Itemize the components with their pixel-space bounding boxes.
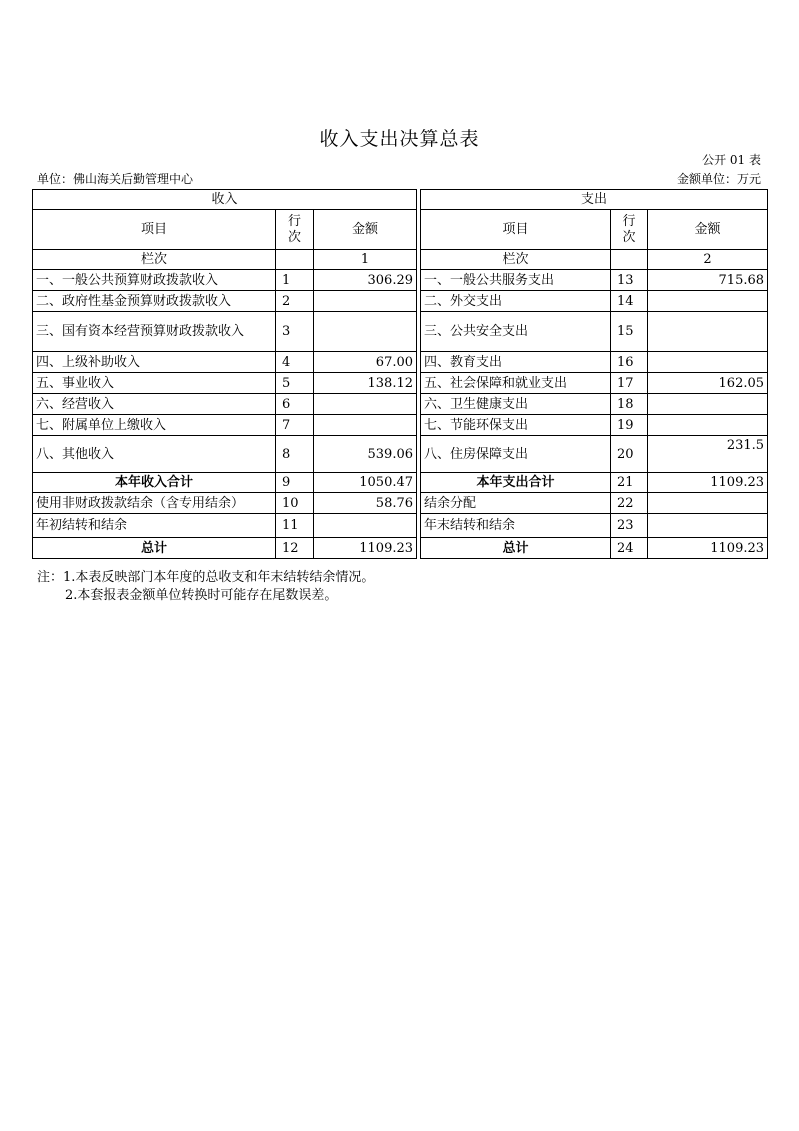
income-row-no: 11: [276, 514, 314, 538]
income-amount: 67.00: [314, 352, 417, 373]
subtotal-row: [33, 473, 768, 493]
money-unit-label: 金额单位：万元: [676, 172, 761, 186]
expense-row-no: 18: [611, 394, 648, 415]
expense-amount: [648, 352, 768, 373]
income-row-no: 3: [276, 312, 314, 352]
expense-row-no: 20: [611, 436, 648, 473]
expense-col-item: 项目: [421, 210, 611, 250]
expense-amount: [648, 415, 768, 436]
income-item: 三、国有资本经营预算财政拨款收入: [33, 312, 276, 352]
expense-lanci-label: 栏次: [421, 250, 611, 270]
expense-row-no: 23: [611, 514, 648, 538]
table-row: [33, 291, 768, 312]
income-item: 年初结转和结余: [33, 514, 276, 538]
expense-amount: [648, 312, 768, 352]
income-row-no: 12: [276, 538, 314, 559]
expense-row-no: 17: [611, 373, 648, 394]
expense-row-no: 14: [611, 291, 648, 312]
income-total-label: 总计: [33, 538, 276, 559]
income-col-amount: 金额: [314, 210, 417, 250]
table-row: [33, 436, 768, 473]
expense-item: 四、教育支出: [421, 352, 611, 373]
income-subtotal-amount: 1050.47: [314, 473, 417, 493]
expense-col-row-no: 行 次: [611, 210, 648, 250]
expense-item: 六、卫生健康支出: [421, 394, 611, 415]
table-row: [33, 514, 768, 538]
note-line-1: 注：1.本表反映部门本年度的总收支和年末结转结余情况。: [37, 570, 375, 585]
income-amount: [314, 394, 417, 415]
notes: [37, 569, 374, 605]
note-line-2: 2.本套报表金额单位转换时可能存在尾数误差。: [65, 588, 338, 603]
expense-amount: [648, 291, 768, 312]
table-row: [33, 352, 768, 373]
expense-item: 结余分配: [421, 493, 611, 514]
expense-total-label: 总计: [421, 538, 611, 559]
expense-amount: [648, 493, 768, 514]
income-row-no: 6: [276, 394, 314, 415]
income-col-item: 项目: [33, 210, 276, 250]
expense-total-amount: 1109.23: [648, 538, 768, 559]
income-amount: [314, 415, 417, 436]
expense-item: 五、社会保障和就业支出: [421, 373, 611, 394]
table-row: [33, 493, 768, 514]
income-amount: [314, 291, 417, 312]
expense-row-no: 24: [611, 538, 648, 559]
income-total-amount: 1109.23: [314, 538, 417, 559]
income-header: 收入: [33, 190, 417, 210]
income-item: 使用非财政拨款结余（含专用结余）: [33, 493, 276, 514]
income-item: 六、经营收入: [33, 394, 276, 415]
expense-col-no: 2: [648, 250, 768, 270]
income-row-no: 9: [276, 473, 314, 493]
income-col-no: 1: [314, 250, 417, 270]
income-row-no: 4: [276, 352, 314, 373]
expense-amount: 715.68: [648, 270, 768, 291]
form-code: 公开 01 表: [702, 153, 761, 167]
income-row-no: 1: [276, 270, 314, 291]
expense-row-no: 22: [611, 493, 648, 514]
income-col-row-no: 行 次: [276, 210, 314, 250]
expense-row-no: 21: [611, 473, 648, 493]
table-row: [33, 373, 768, 394]
income-item: 一、一般公共预算财政拨款收入: [33, 270, 276, 291]
income-amount: 58.76: [314, 493, 417, 514]
expense-header: 支出: [421, 190, 768, 210]
expense-item: 八、住房保障支出: [421, 436, 611, 473]
expense-item: 三、公共安全支出: [421, 312, 611, 352]
table-row: [33, 270, 768, 291]
total-row: [33, 538, 768, 559]
expense-amount: [648, 514, 768, 538]
income-amount: 539.06: [314, 436, 417, 473]
income-amount: 138.12: [314, 373, 417, 394]
income-subtotal-label: 本年收入合计: [33, 473, 276, 493]
expense-subtotal-label: 本年支出合计: [421, 473, 611, 493]
income-item: 二、政府性基金预算财政拨款收入: [33, 291, 276, 312]
income-amount: 306.29: [314, 270, 417, 291]
unit-label: 单位：佛山海关后勤管理中心: [37, 172, 194, 186]
income-amount: [314, 514, 417, 538]
expense-item: 一、一般公共服务支出: [421, 270, 611, 291]
expense-row-no: 13: [611, 270, 648, 291]
expense-col-amount: 金额: [648, 210, 768, 250]
income-row-no: 8: [276, 436, 314, 473]
table-row: [33, 415, 768, 436]
expense-amount: [648, 394, 768, 415]
expense-amount: 162.05: [648, 373, 768, 394]
expense-amount: 231.5: [648, 436, 768, 473]
table-row: [33, 312, 768, 352]
income-item: 七、附属单位上缴收入: [33, 415, 276, 436]
table-row: [33, 394, 768, 415]
income-lanci-label: 栏次: [33, 250, 276, 270]
expense-row-no: 15: [611, 312, 648, 352]
income-row-no: 5: [276, 373, 314, 394]
income-amount: [314, 312, 417, 352]
expense-row-no: 16: [611, 352, 648, 373]
income-item: 四、上级补助收入: [33, 352, 276, 373]
income-row-no: 10: [276, 493, 314, 514]
page-title: 收入支出决算总表: [319, 128, 480, 150]
income-row-no: 7: [276, 415, 314, 436]
expense-item: 二、外交支出: [421, 291, 611, 312]
expense-item: 七、节能环保支出: [421, 415, 611, 436]
budget-table: [32, 189, 768, 559]
expense-row-no: 19: [611, 415, 648, 436]
income-row-no: 2: [276, 291, 314, 312]
expense-subtotal-amount: 1109.23: [648, 473, 768, 493]
expense-item: 年末结转和结余: [421, 514, 611, 538]
income-item: 五、事业收入: [33, 373, 276, 394]
income-item: 八、其他收入: [33, 436, 276, 473]
